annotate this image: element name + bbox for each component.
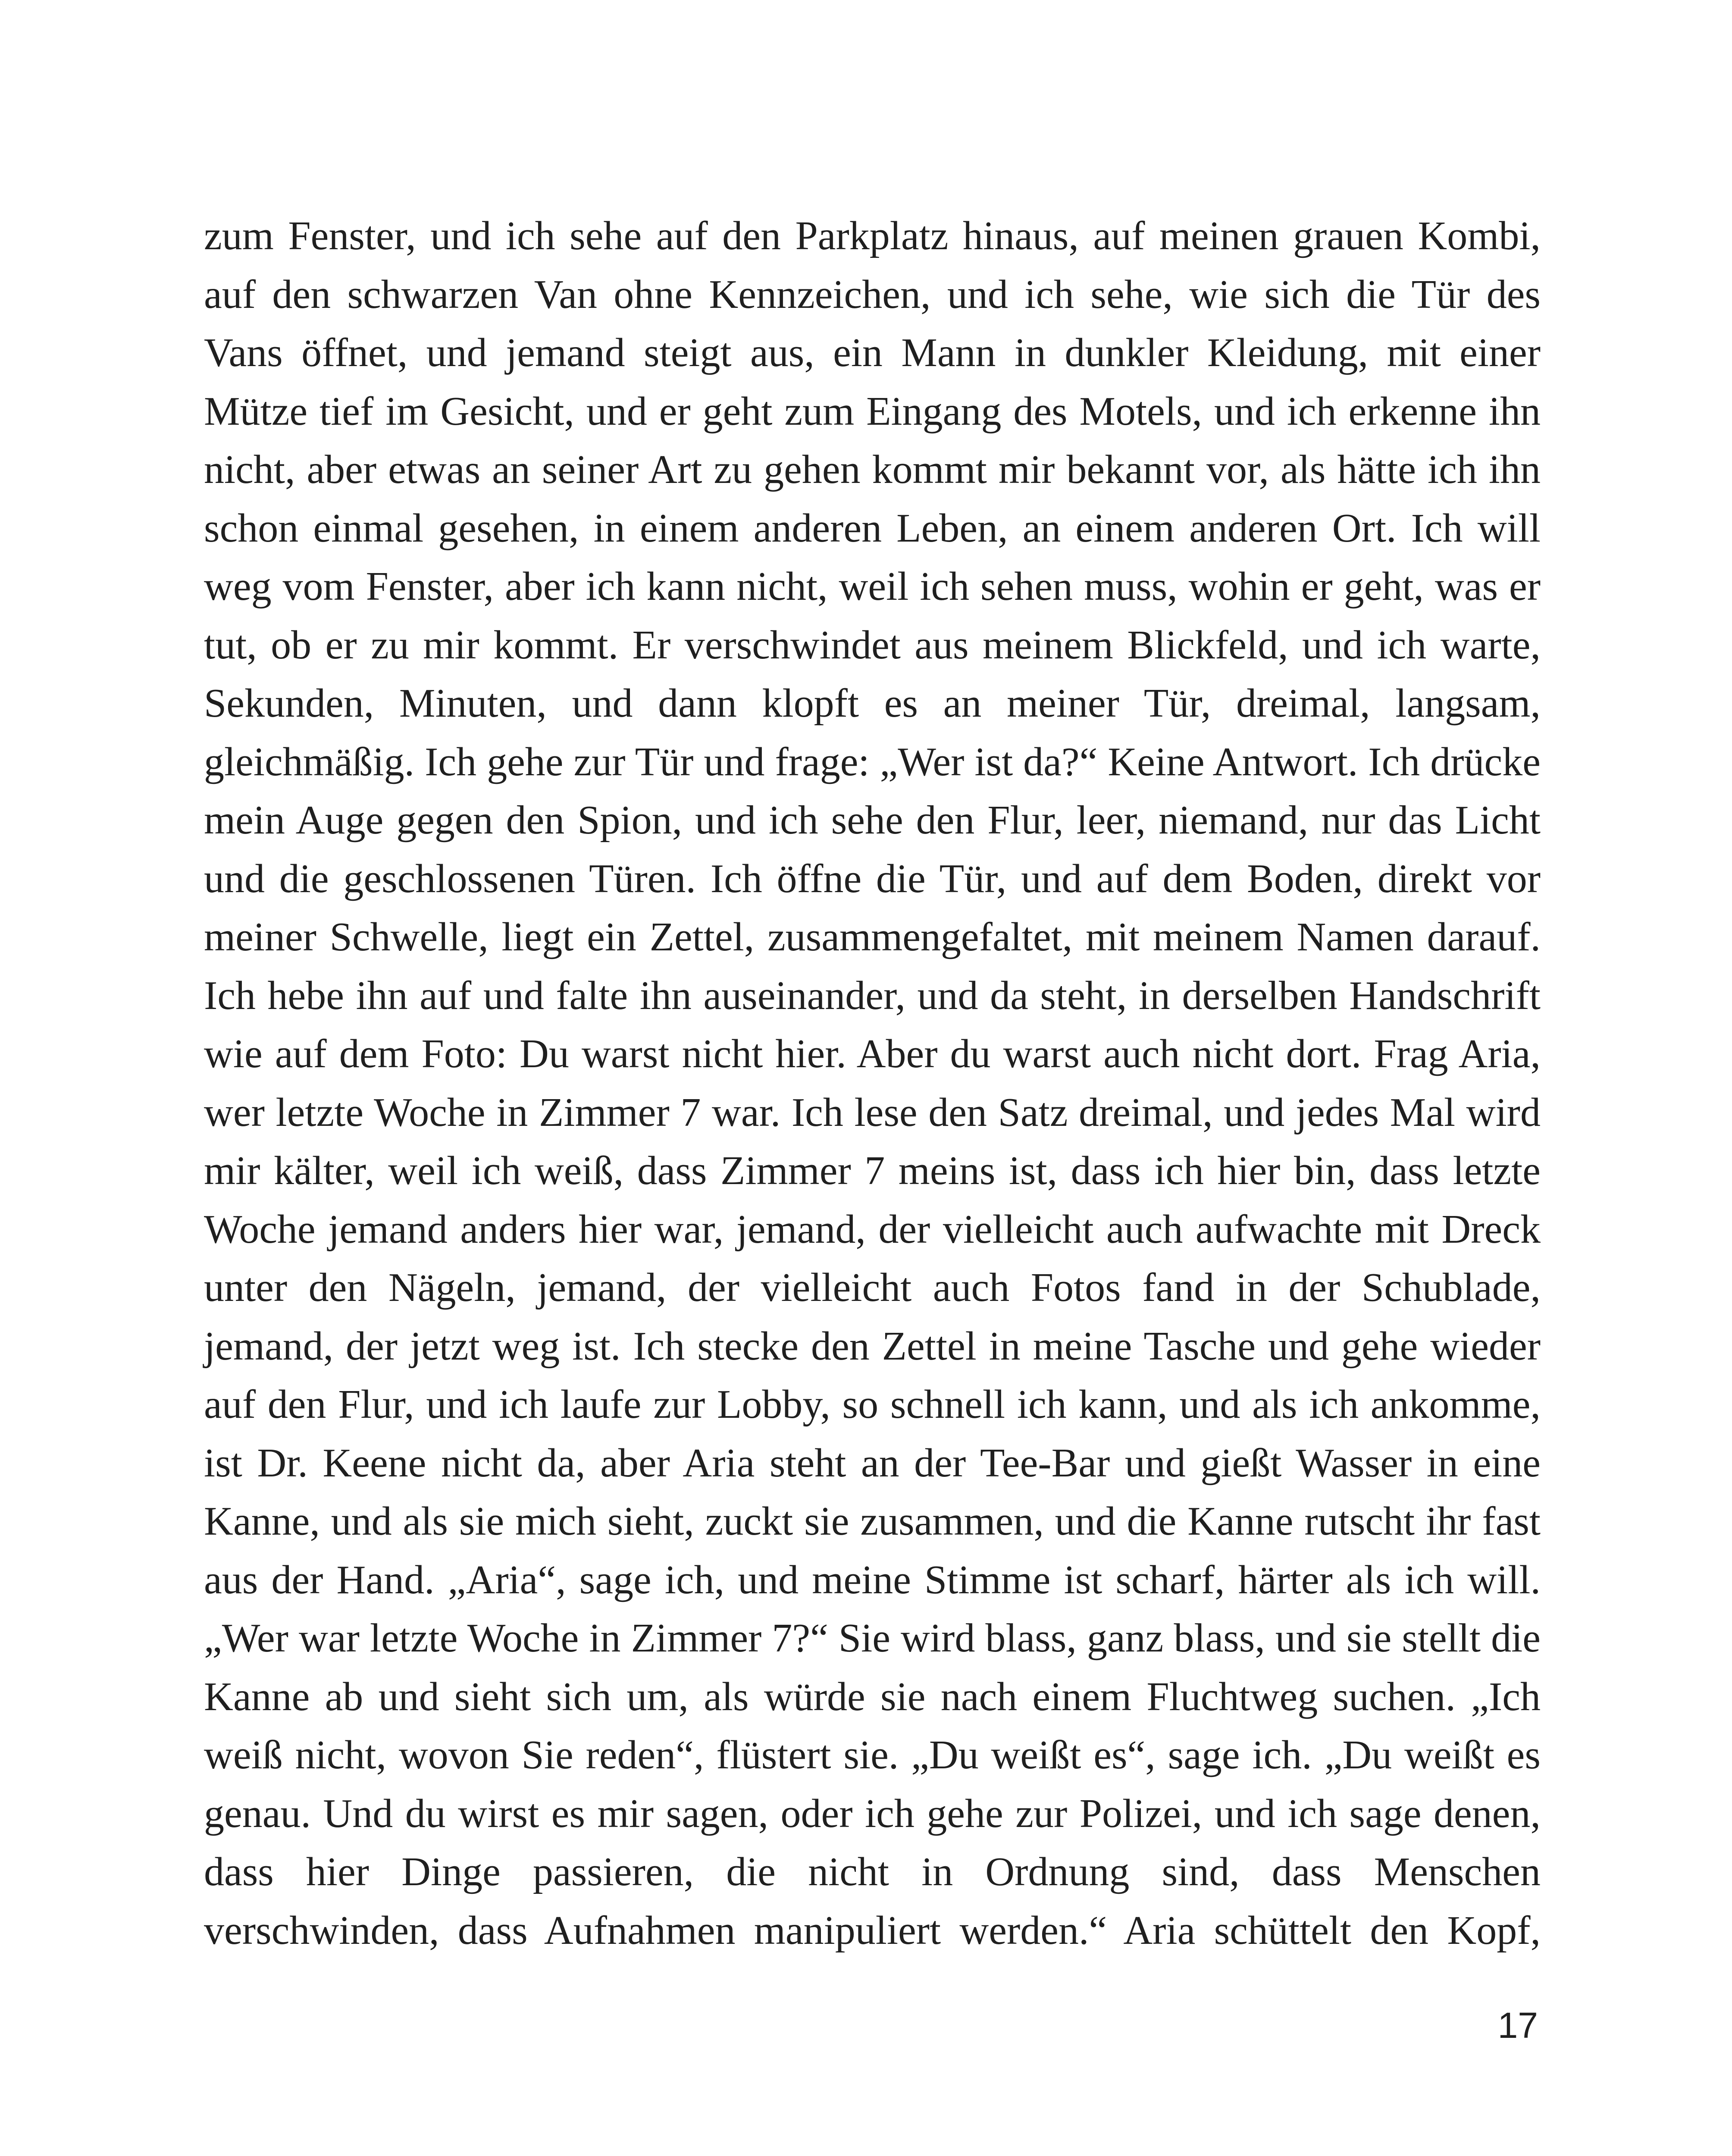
text-line: Kanne ab und sieht sich um, als würde sie nach einem Fluchtweg suchen. „Ich (204, 1674, 1541, 1719)
text-line: Mütze tief im Gesicht, und er geht zum Eingang des Motels, und ich erkenne ihn (204, 389, 1541, 434)
text-line: Sekunden, Minuten, und dann klopft es an meiner Tür, dreimal, langsam, (204, 681, 1541, 726)
text-line: weiß nicht, wovon Sie reden“, flüstert sie. „Du weißt es“, sage ich. „Du weißt es (204, 1733, 1541, 1777)
text-line: mir kälter, weil ich weiß, dass Zimmer 7 meins ist, dass ich hier bin, dass letzte (204, 1148, 1541, 1193)
text-line: meiner Schwelle, liegt ein Zettel, zusammengefaltet, mit meinem Namen darauf. (204, 915, 1541, 959)
text-line: „Wer war letzte Woche in Zimmer 7?“ Sie wird blass, ganz blass, und sie stellt die (204, 1616, 1541, 1661)
text-line: und die geschlossenen Türen. Ich öffne die Tür, und auf dem Boden, direkt vor (204, 856, 1541, 901)
page-number: 17 (1497, 2005, 1538, 2046)
text-line: auf den Flur, und ich laufe zur Lobby, so schnell ich kann, und als ich ankomme, (204, 1382, 1541, 1427)
text-line: ist Dr. Keene nicht da, aber Aria steht an der Tee-Bar und gießt Wasser in eine (204, 1440, 1541, 1485)
text-line: tut, ob er zu mir kommt. Er verschwindet aus meinem Blickfeld, und ich warte, (204, 622, 1541, 667)
text-line: weg vom Fenster, aber ich kann nicht, weil ich sehen muss, wohin er geht, was er (204, 564, 1541, 609)
text-line: mein Auge gegen den Spion, und ich sehe den Flur, leer, niemand, nur das Licht (204, 798, 1541, 843)
body-text (204, 207, 1541, 1960)
text-line: unter den Nägeln, jemand, der vielleicht auch Fotos fand in der Schublade, (204, 1265, 1541, 1310)
text-line: jemand, der jetzt weg ist. Ich stecke den Zettel in meine Tasche und gehe wieder (204, 1323, 1541, 1369)
text-line: Kanne, und als sie mich sieht, zuckt sie zusammen, und die Kanne rutscht ihr fast (204, 1499, 1541, 1544)
text-line: schon einmal gesehen, in einem anderen Leben, an einem anderen Ort. Ich will (204, 505, 1541, 551)
text-line: aus der Hand. „Aria“, sage ich, und meine Stimme ist scharf, härter als ich will. (204, 1557, 1541, 1602)
text-line: genau. Und du wirst es mir sagen, oder ich gehe zur Polizei, und ich sage denen, (204, 1791, 1541, 1836)
text-line: Vans öffnet, und jemand steigt aus, ein Mann in dunkler Kleidung, mit einer (204, 330, 1541, 375)
text-line: wer letzte Woche in Zimmer 7 war. Ich lese den Satz dreimal, und jedes Mal wird (204, 1090, 1541, 1135)
text-line: wie auf dem Foto: Du warst nicht hier. Aber du warst auch nicht dort. Frag Aria, (204, 1031, 1541, 1076)
text-line: Ich hebe ihn auf und falte ihn auseinander, und da steht, in derselben Handschrift (204, 973, 1541, 1018)
text-line: gleichmäßig. Ich gehe zur Tür und frage: „Wer ist da?“ Keine Antwort. Ich drücke (204, 739, 1541, 784)
text-line: auf den schwarzen Van ohne Kennzeichen, und ich sehe, wie sich die Tür des (204, 272, 1541, 317)
text-line: nicht, aber etwas an seiner Art zu gehen kommt mir bekannt vor, als hätte ich ihn (204, 447, 1541, 492)
text-line: dass hier Dinge passieren, die nicht in Ordnung sind, dass Menschen (204, 1849, 1541, 1894)
text-line: Woche jemand anders hier war, jemand, der vielleicht auch aufwachte mit Dreck (204, 1206, 1541, 1252)
text-line: verschwinden, dass Aufnahmen manipuliert werden.“ Aria schüttelt den Kopf, (204, 1908, 1541, 1953)
text-line: zum Fenster, und ich sehe auf den Parkplatz hinaus, auf meinen grauen Kombi, (204, 213, 1541, 258)
